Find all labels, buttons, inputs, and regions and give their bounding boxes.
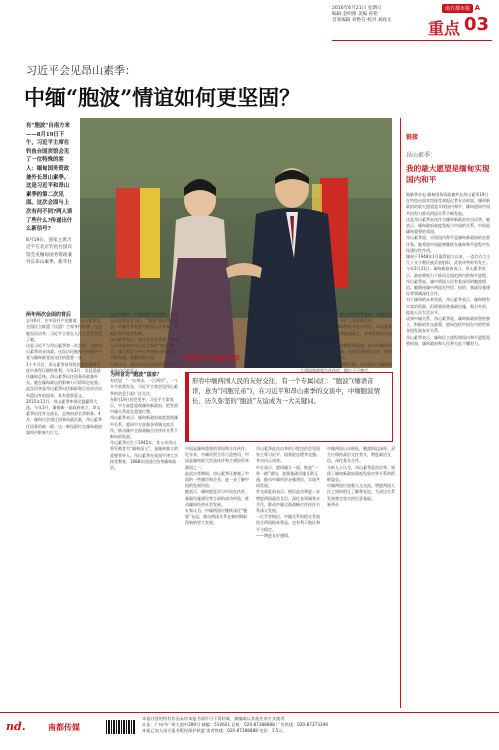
- lower1-para: 专家认为，中缅两国应继续深化“胞波”友谊，推动两国关系在新时期取得新的更大发展。: [185, 508, 248, 526]
- rc-para: 昂山素季说，缅中两国人民有着深厚的胞波情谊。她期待缅中两国在经贸、投资、基础设施建设等领域深化合作。: [406, 278, 490, 297]
- rc-para: 今年3月31日，缅甸新政府成立，昂山素季表示，政府将致力于推动全国范围内的和平进程。: [406, 266, 490, 278]
- article-column-2: [110, 372, 180, 710]
- lower1-para: 此次访华期间，昂山素季还参观了中国的一些城市和企业，进一步了解中国的发展经验。: [185, 470, 249, 489]
- col4-para: 对于外界普遍关注的缅甸密松水电站项目，昂山素季表示，缅方愿在遵守法律的基础上，妥善处理有关问题。: [300, 324, 392, 342]
- headline-title: 中缅“胞波”情谊如何更坚固？: [24, 85, 301, 110]
- section-title: 重点: [428, 19, 461, 38]
- column-1-heading: 两年两次会面的背后: [26, 312, 72, 318]
- col1-para: 此次访华是昂山素季出任新职务后首次访问东盟以外的国家，具有重要意义。: [26, 386, 102, 398]
- lower-column-3: [327, 446, 395, 710]
- lower2-para: 昂山素季此次访华的日程包括会见国家主席习近平、国务院总理李克强，并访问云南省。: [256, 446, 320, 464]
- right-column-title: 我的最大愿望是缅甸实现国内和平: [406, 164, 490, 184]
- col4-para: 缅甸新政府的外交政策强调平衡，但中国作为缅甸最大邻国和重要合作伙伴，地位不可替代。: [300, 361, 392, 373]
- lower3-para: 中缅两国山水相连，胞波情谊深厚。双方应保持高层交往势头，增进政治互信，深化务实合作。: [327, 446, 395, 464]
- right-column-tag: 链接: [406, 134, 419, 141]
- header-rule: [332, 40, 492, 41]
- right-column-divider: [400, 118, 401, 708]
- col1-para: 去年6月，应中国共产党邀请，昂山素季以全国民主联盟（民盟）主席身份访华。这是她首次访华，习近平主席在人民大会堂会见了她。: [26, 318, 102, 342]
- right-column-kicker: 昂山素季：: [406, 152, 437, 159]
- col1-para: 这是习近平与昂山素季第一次会面，当时昂山素季尚未执政。这次访问被视为中国共产党与缅甸政党间交往的重要一步。: [26, 343, 102, 361]
- article-column-3: [110, 312, 180, 373]
- col3-para: 昂山素季表示，缅中是友好邻邦，缅甸人民珍视同中国人民之间的“胞波”情谊。缅方愿意与中方共同推动两国关系不断发展，加强经贸合作。: [110, 336, 178, 361]
- footer-info-3: 本报已加入南方报业版权保护联盟 读者热线：020-87388888 定价：1.5元: [142, 728, 283, 733]
- rc-para: 对于缅甸的未来发展，昂山素季表示，缅甸拥有丰富的资源，但需要改善基础设施，吸引外资，提高人民生活水平。: [406, 297, 490, 315]
- rc-para: 昂山素季表示，缅甸民主进程和国内和平进程需要时间，缅甸政府和人民将为此不懈努力。: [406, 334, 490, 346]
- footer-logo: nd.: [6, 720, 26, 733]
- col4-para: 分析指出，中缅两国应把握发展机遇，推动中缅经济走廊建设，加强互联互通，拓展贸易投资合作，使两国合作更好惠及两国人民。: [300, 343, 392, 361]
- lower2-para: 外交部此前表示，相信此访将进一步增进两国政治互信，深化各领域务实合作，推动中缅全面战略合作伙伴关系深入发展。: [256, 489, 320, 514]
- lower-column-1: [185, 446, 251, 710]
- paper-tag-label: 南方都市报: [442, 4, 473, 13]
- editor-line: 编辑 金明源 美编 孙铭: [332, 12, 378, 17]
- col3-para: 习近平指出，中缅两国山水相连，两国人民长期友好交往，“胞波”情谊源远流长。中缅关系发展对两国人民有利，对地区和平稳定有利。: [110, 312, 179, 336]
- lower3-para: 新华社: [327, 501, 339, 507]
- lower2-para: 中方表示，愿同缅方一道，推进“一带一路”建设，加强基础设施互联互通，推动中缅经济走廊建设，实现共同发展。: [256, 464, 320, 489]
- lower2-para: ——增进友好感情。: [256, 532, 292, 538]
- col4-para: 方面展开了大量工作，推动两国关系发展。中缅双方应加强政治互信，进一步扩大各领域合作。: [300, 312, 392, 324]
- col1-para: 2015年11月，昂山素季率领民盟赢得大选。今年3月，缅甸新一届政府成立，昂山素季出任外交部长、总统府部长等职务。4月，缅甸议会通过国务资政法案，昂山素季任国务资政一职，这一新设职位在缅甸政府架构中影响力巨大。: [26, 398, 102, 435]
- page-number: 03: [464, 14, 490, 35]
- lower3-para: 分析人士认为，昂山素季此次访华，展现了缅甸新政府重视发展对华关系的积极姿态。: [327, 464, 395, 483]
- col1-para: 1个多月后，昂山素季领导的民盟在缅甸大选中获得压倒性胜利。今年3月，吴廷觉就任缅甸总统，昂山素季出任国务资政兼外长。她在缅甸政坛的影响力可谓举足轻重。: [26, 361, 102, 386]
- section-subheading: 新形势下的“胞波”情谊: [184, 356, 240, 362]
- rc-para: 据新华社电 缅甸国务资政兼外长昂山素季19日在钓鱼台国宾馆接受本报记者专访时说，缅甸新政府的最大愿望是实现国内和平，缅甸愿同中国共同努力推动两国关系不断发展。: [406, 192, 490, 216]
- footer-info-1: 本报刊登的所有作品未经本报书面许可不得转载、摘编或以其他任何方式使用: [142, 716, 285, 721]
- right-column-body: [406, 192, 492, 347]
- col2-para: 有话说：“一衣带水，一江两岸”。一个多月前我发布，习近平主席会见昂山素季的消息引起广泛关注。: [110, 378, 179, 396]
- col3-para: 分析认为，此次会见在两国关系中具有承前启后的意义。: [110, 361, 178, 373]
- rc-para: 昂山素季说，实现国内和平是缅甸新政府的首要任务，她希望中国能够继续在缅甸和平进程中发挥建设性作用。: [406, 235, 490, 253]
- pull-quote: [185, 372, 393, 442]
- col2-para: 昂山素季表示，缅甸新政府高度重视缅中关系，愿同中方加强各领域交流合作，推动缅中全面战略合作伙伴关系不断向前发展。: [110, 415, 178, 440]
- headline-kicker: 习近平会见昂山素季：: [26, 64, 136, 77]
- col2-para: 昂山素季出生于1945年，其父亲昂山将军被誉为“缅甸国父”，是缅甸独立的重要领导人。昂山素季在英国牛津大学接受教育，1988年回国后投身缅甸政治。: [110, 440, 179, 471]
- rc-para: 谈到中缅关系，昂山素季说，缅甸新政府坚持独立、积极的外交政策，愿同包括中国在内的世界各国发展友好关系。: [406, 316, 490, 334]
- rc-para: 这是昂山素季首次作为缅甸新政府官员访华。她表示，缅甸政府高度重视与中国的关系，中国是缅甸重要的邻国。: [406, 216, 490, 235]
- lower-column-2: [256, 446, 322, 710]
- article-column-4: [300, 312, 394, 373]
- column-2-heading: 为何首访“胞波”国家？: [110, 372, 162, 378]
- masthead-meta: [332, 6, 428, 24]
- footer-info: [142, 716, 494, 734]
- footer-info-2: 社址：广州市广州大道中289号 邮编：510601 总机：020-87388888 广告热线：020-87373398: [142, 722, 328, 727]
- footer-logo-text: 南都传媒: [48, 722, 80, 732]
- rc-para: 缅甸于1948年1月取得独立以来，一直存在大小几十支少数民族武装组织，武装冲突时有发生。: [406, 254, 491, 266]
- proof-line: 首席编辑 刘艳芬 校对 刘政文: [332, 18, 392, 23]
- paper-tag: 南方都市报 A: [442, 4, 492, 14]
- lead-text: 有“胞波”自南方来——8月19日下午，习近平主席在钓鱼台国宾馆会见了一位特殊的客人：缅甸国务资政兼外长昂山素季。这是习近平和昂山素季的第二次见面。这次会面与上次有何不同?两人谈了些什么?传递出什么新信号?: [26, 123, 73, 233]
- date-line: 2016年6月21日 星期日: [332, 6, 382, 11]
- lower3-para: 中缅两国应加强人文交流，增进两国人民之间的相互了解和友谊，为双边关系发展奠定坚实的民意基础。: [327, 483, 395, 501]
- pull-quote-bar: [185, 372, 189, 442]
- lower2-para: 一位学者指出，中缅关系的稳定发展符合两国根本利益，也有利于地区和平与稳定。: [256, 514, 320, 532]
- pull-quote-text: 形容中缅两国人民的友好交往，有一个专属词汇：“胞波”(缅语音译，意为“同胞兄弟”)，在习近平和昂山素季的交谈中，中缅胞波情长、历久弥坚的“胞波”友谊成为一大关键词。: [192, 377, 380, 405]
- col2-para: 在8月19日的会见中，习近平主席表示，中方高度重视缅甸新政府，把发展中缅关系放在重要位置。: [110, 396, 178, 415]
- article-column-1: [26, 312, 104, 710]
- barcode-icon: [106, 720, 136, 734]
- photo-caption: 8月19日，国家主席习近平在北京钓鱼台国宾馆会见缅甸国务资政兼外长昂山素季。新华社: [26, 238, 72, 266]
- lower1-para: 中国是缅甸重要的邻国和合作伙伴。近年来，中缅经贸合作日益密切，中国是缅甸最大贸易伙伴和主要投资来源国之一。: [185, 446, 249, 470]
- lower1-para: 她表示，缅甸愿意学习中国在扶贫、基础设施建设等方面的成功经验，推动缅甸经济社会发展。: [185, 489, 249, 507]
